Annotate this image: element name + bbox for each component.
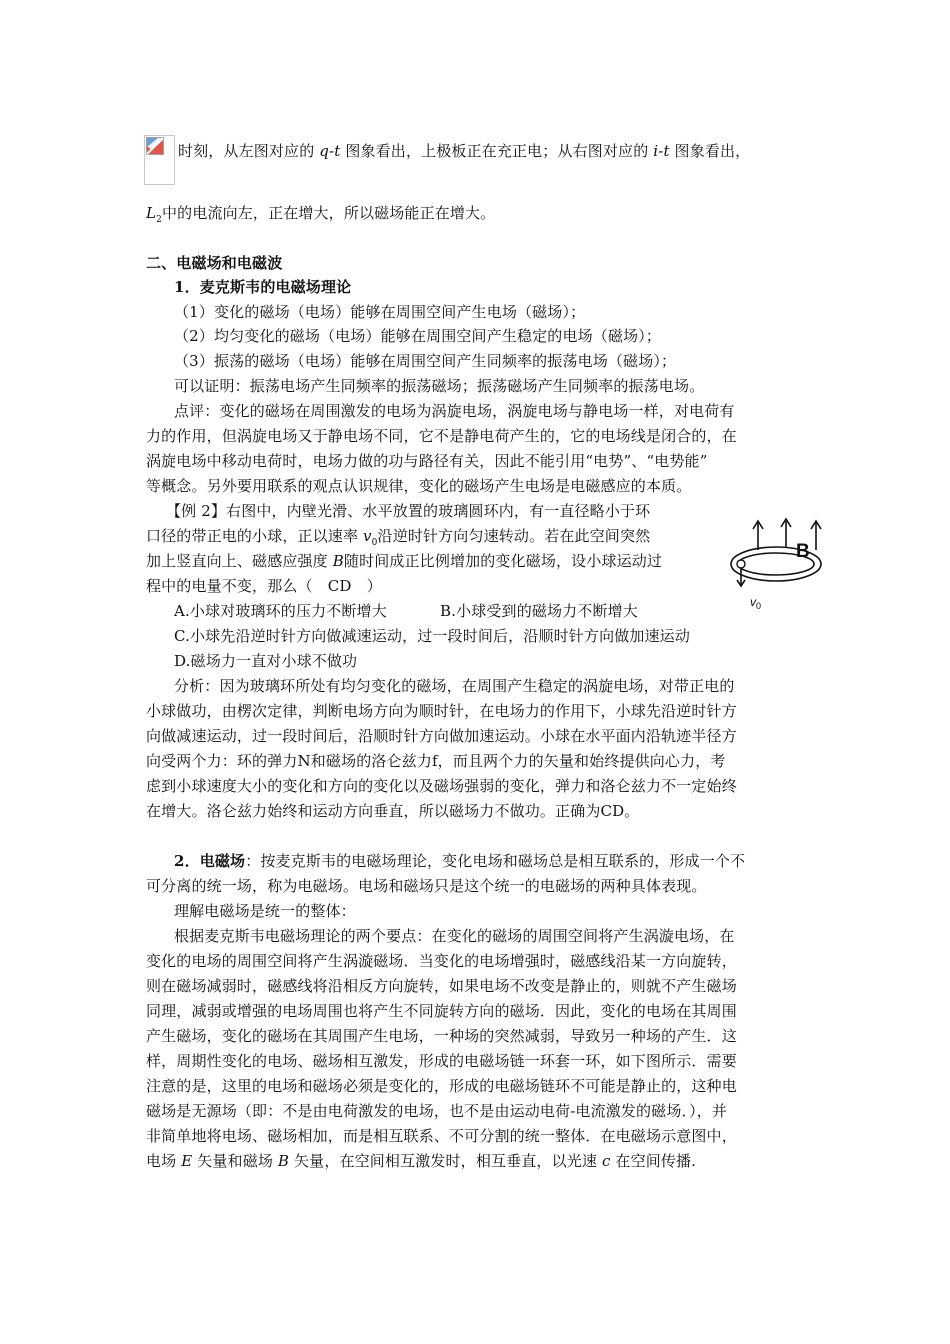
paragraph-line: 样，周期性变化的电场、磁场相互激发，形成的电磁场链一环套一环，如下图所示．需要 (146, 1052, 737, 1070)
subscript: 2 (156, 215, 163, 225)
velocity-subscript: 0 (756, 601, 762, 611)
text-span: 图象看出，上极板正在充正电；从右图对应的 (340, 142, 654, 160)
velocity-label (750, 595, 761, 611)
subsection-title-1: 1．麦克斯韦的电磁场理论 (174, 278, 352, 296)
text-line: 可分离的统一场，称为电磁场。电场和磁场只是这个统一的电磁场的两种具体表现。 (146, 877, 707, 895)
math-i-t: i-t (653, 142, 670, 160)
text-span: ：按麦克斯韦的电磁场理论，变化电场和磁场总是相互联系的，形成一个不 (245, 852, 746, 870)
broken-image-icon (146, 137, 164, 155)
text-span: 随时间成正比例增加的变化磁场，设小球运动过 (343, 552, 663, 570)
text-span: 加上竖直向上、磁感应强度 (146, 552, 333, 570)
text-span: 沿逆时针方向匀速转动。若在此空间突然 (377, 527, 651, 545)
option-a: A.小球对玻璃环的压力不断增大 (174, 602, 387, 620)
text-line (146, 203, 495, 230)
analysis-line: 小球做功，由楞次定律，判断电场方向为顺时针，在电场力的作用下，小球先沿逆时针方 (146, 702, 737, 720)
paragraph-line: 变化的电场的周围空间将产生涡漩磁场．当变化的电场增强时，磁感线沿某一方向旋转， (146, 952, 737, 970)
subsection-title-2: 2．电磁场 (174, 852, 246, 870)
text-span: 矢量，在空间相互激发时，相互垂直，以光速 (289, 1152, 602, 1170)
example-line: 【例 2】右图中，内壁光滑、水平放置的玻璃圆环内，有一直径略小于环 (166, 502, 651, 520)
math-v: v (363, 527, 372, 545)
broken-image-placeholder (144, 135, 175, 185)
comment-line: 力的作用，但涡旋电场又于静电场不同，它不是静电荷产生的，它的电场线是闭合的，在 (146, 427, 737, 445)
comment-line: 点评：变化的磁场在周围激发的电场为涡旋电场，涡旋电场与静电场一样，对电荷有 (174, 402, 735, 420)
text-span: 时刻，从左图对应的 (178, 142, 320, 160)
field-arrow (781, 519, 791, 548)
comment-line: 等概念。另外要用联系的观点认识规律，变化的磁场产生电场是电磁感应的本质。 (146, 477, 692, 495)
text-span: 在空间传播. (610, 1152, 697, 1170)
text-span: 图象看出， (669, 142, 751, 160)
analysis-line: 在增大。洛仑兹力始终和运动方向垂直，所以磁场力不做功。正确为CD。 (146, 802, 640, 820)
analysis-line: 向做减速运动，过一段时间后，沿顺时针方向做加速运动。小球在水平面内沿轨迹半径方 (146, 727, 737, 745)
math-B: B (332, 552, 344, 570)
paragraph-line (146, 1151, 696, 1171)
example-line (146, 551, 662, 571)
field-label-b: B (796, 541, 810, 562)
option-b: B.小球受到的磁场力不断增大 (440, 602, 638, 620)
field-arrow (753, 521, 763, 550)
paragraph-line: 产生磁场，变化的磁场在其周围产生电场，一种场的突然减弱，导致另一种场的产生．这 (146, 1027, 737, 1045)
velocity-arrow (737, 569, 745, 586)
theory-item-3: （3）振荡的磁场（电场）能够在周围空间产生同频率的振荡电场（磁场）； (174, 352, 677, 370)
subscript: 0 (371, 538, 378, 548)
math-c: c (601, 1152, 611, 1170)
paragraph-line: 则在磁场减弱时，磁感线将沿相反方向旋转，如果电场不改变是静止的，则就不产生磁场 (146, 977, 737, 995)
paragraph-line: 同理，减弱或增强的电场周围也将产生不同旋转方向的磁场．因此，变化的电场在其周围 (146, 1002, 737, 1020)
math-q-t: q-t (319, 142, 341, 160)
math-E: E (181, 1152, 193, 1170)
text-span: 口径的带正电的小球，正以速率 (146, 527, 364, 545)
text-span: 矢量和磁场 (192, 1152, 278, 1170)
paragraph-line: 注意的是，这里的电场和磁场必须是变化的，形成的电磁场链环不可能是静止的，这种电 (146, 1077, 737, 1095)
paragraph-line: 非简单地将电场、磁场相加，而是相互联系、不可分割的统一整体．在电磁场示意图中， (146, 1127, 737, 1145)
theory-item-1: （1）变化的磁场（电场）能够在周围空间产生电场（磁场）； (174, 303, 586, 321)
subsection-2-line (174, 851, 745, 871)
velocity-symbol: v (750, 595, 756, 609)
example-line: 程中的电量不变，那么（ CD ） (146, 577, 382, 595)
field-arrow (811, 521, 821, 550)
paragraph-line: 磁场是无源场（即：不是由电荷激发的电场，也不是由运动电荷-电流激发的磁场．），并 (146, 1102, 728, 1120)
text-span: 中的电流向左，正在增大，所以磁场能正在增大。 (162, 204, 496, 222)
math-L: L (146, 204, 157, 222)
glass-ring-figure (728, 510, 838, 615)
option-d: D.磁场力一直对小球不做功 (174, 652, 358, 670)
analysis-line: 分析：因为玻璃环所处有均匀变化的磁场，在周围产生稳定的涡旋电场，对带正电的 (174, 677, 735, 695)
text-line (178, 141, 750, 161)
option-c: C.小球先沿逆时针方向做减速运动，过一段时间后，沿顺时针方向做加速运动 (174, 627, 690, 645)
charged-ball (737, 560, 745, 568)
example-line (146, 526, 650, 553)
text-line: 理解电磁场是统一的整体： (174, 902, 356, 920)
math-B: B (277, 1152, 290, 1170)
paragraph-line: 根据麦克斯韦电磁场理论的两个要点：在变化的磁场的周围空间将产生涡漩电场，在 (174, 927, 735, 945)
proof-line: 可以证明：振荡电场产生同频率的振荡磁场；振荡磁场产生同频率的振荡电场。 (174, 377, 705, 395)
analysis-line: 虑到小球速度大小的变化和方向的变化以及磁场强弱的变化，弹力和洛仑兹力不一定始终 (146, 777, 737, 795)
comment-line: 涡旋电场中移动电荷时，电场力做的功与路径有关，因此不能引用“电势”、“电势能” (146, 452, 708, 470)
text-span: 电场 (146, 1152, 182, 1170)
theory-item-2: （2）均匀变化的磁场（电场）能够在周围空间产生稳定的电场（磁场）； (174, 327, 661, 345)
analysis-line: 向受两个力：环的弹力N和磁场的洛仑兹力f，而且两个力的矢量和始终提供向心力，考 (146, 752, 726, 770)
section-title: 二、电磁场和电磁波 (146, 254, 283, 272)
